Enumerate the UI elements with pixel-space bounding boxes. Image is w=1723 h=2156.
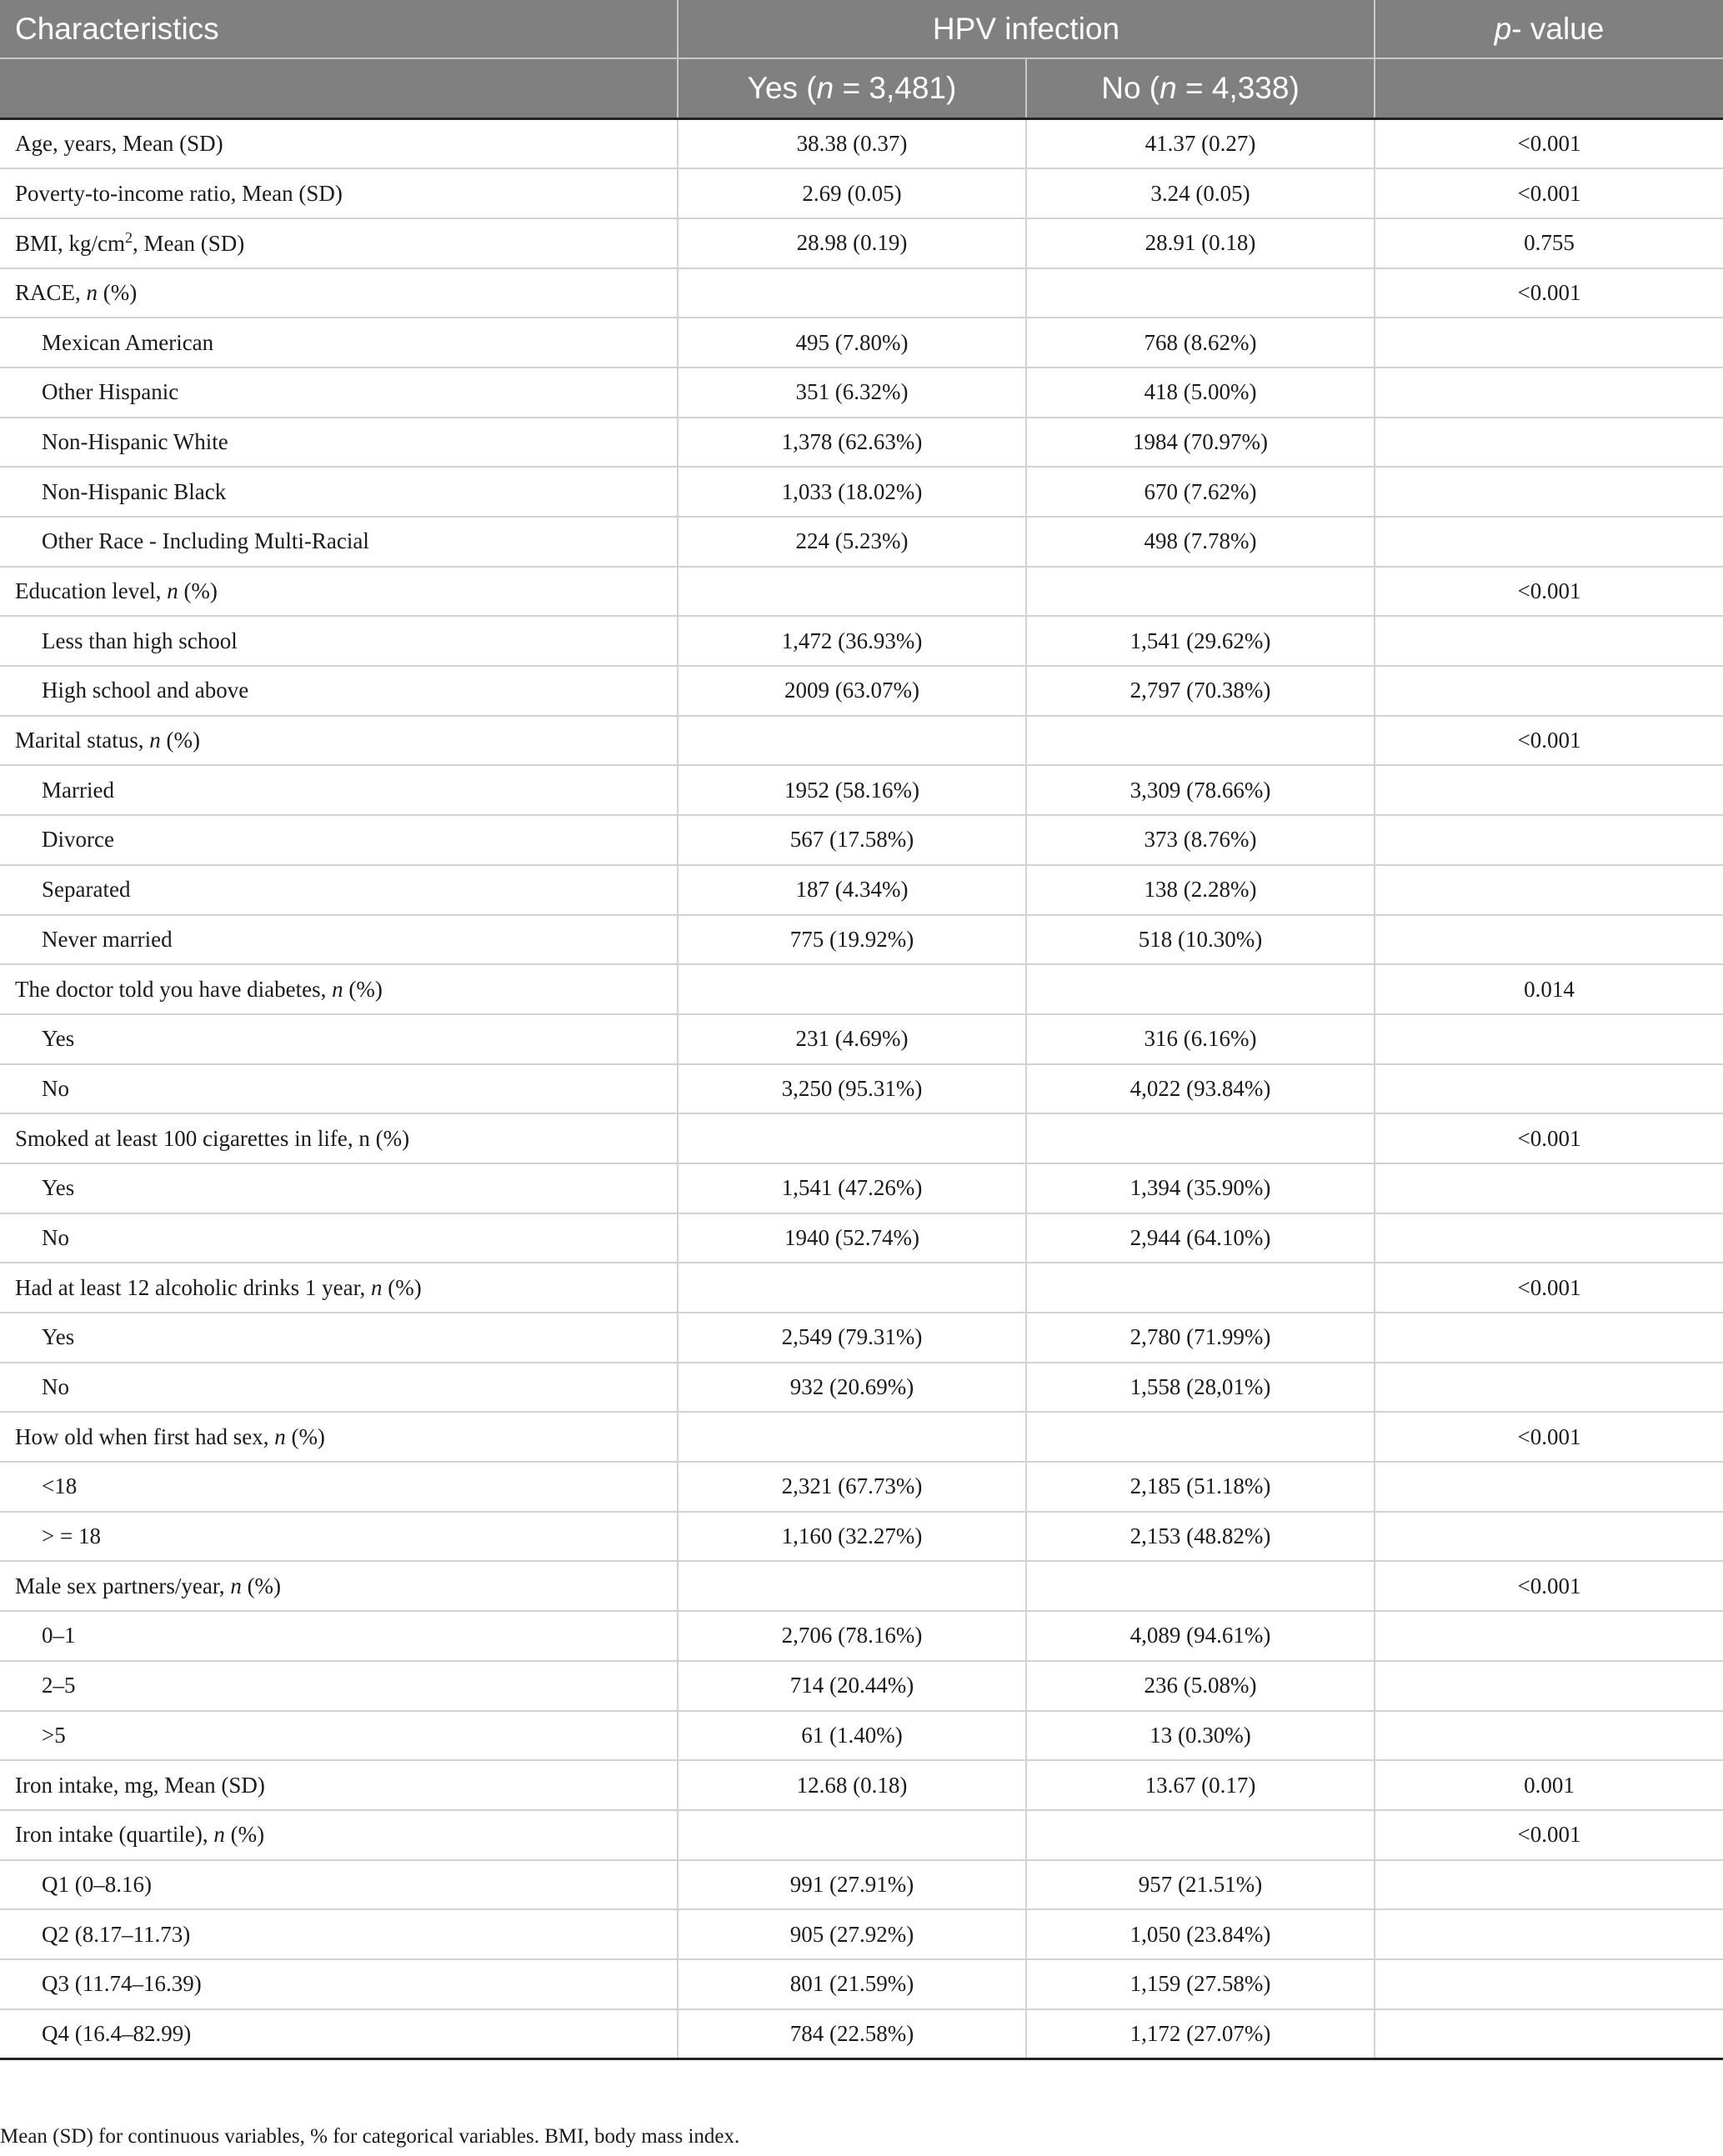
- row-label: Education level, n (%): [0, 567, 678, 617]
- cell-yes: [678, 1810, 1026, 1860]
- cell-no: 2,185 (51.18%): [1026, 1462, 1375, 1512]
- row-label: RACE, n (%): [0, 268, 678, 318]
- cell-no: 418 (5.00%): [1026, 368, 1375, 418]
- table-row: [0, 567, 1723, 617]
- row-label: No: [0, 1363, 678, 1413]
- cell-yes: 3,250 (95.31%): [678, 1064, 1026, 1114]
- row-label: Non-Hispanic White: [0, 418, 678, 468]
- cell-yes: 714 (20.44%): [678, 1661, 1026, 1711]
- cell-yes: [678, 567, 1026, 617]
- row-label: Never married: [0, 915, 678, 965]
- cell-yes: 2.69 (0.05): [678, 168, 1026, 218]
- cell-p-value: [1375, 1611, 1723, 1661]
- cell-no: 1,050 (23.84%): [1026, 1909, 1375, 1959]
- table-row: [0, 1014, 1723, 1064]
- cell-p-value: [1375, 368, 1723, 418]
- cell-no: 1,558 (28,01%): [1026, 1363, 1375, 1413]
- table-row: [0, 1959, 1723, 2009]
- row-label: Divorce: [0, 815, 678, 865]
- cell-p-value: [1375, 666, 1723, 716]
- cell-no: 1,541 (29.62%): [1026, 616, 1375, 666]
- cell-yes: 2,549 (79.31%): [678, 1313, 1026, 1363]
- table-row: [0, 268, 1723, 318]
- row-label: >5: [0, 1711, 678, 1761]
- cell-no: 1,394 (35.90%): [1026, 1163, 1375, 1213]
- row-label: BMI, $kg/cm^2$, Mean (SD): [0, 218, 678, 268]
- row-label: Age, years, Mean (SD): [0, 119, 678, 169]
- cell-yes: [678, 716, 1026, 766]
- row-label: Iron intake (quartile), n (%): [0, 1810, 678, 1860]
- row-label: Male sex partners/year, n (%): [0, 1561, 678, 1611]
- cell-p-value: [1375, 418, 1723, 468]
- cell-no: 2,780 (71.99%): [1026, 1313, 1375, 1363]
- table-row: [0, 418, 1723, 468]
- row-label: 2–5: [0, 1661, 678, 1711]
- row-label: Mexican American: [0, 318, 678, 368]
- table-row: [0, 1810, 1723, 1860]
- cell-no: 518 (10.30%): [1026, 915, 1375, 965]
- cell-yes: 2,706 (78.16%): [678, 1611, 1026, 1661]
- cell-p-value: [1375, 1860, 1723, 1910]
- cell-p-value: <0.001: [1375, 1263, 1723, 1313]
- table-header: [0, 0, 1723, 119]
- cell-p-value: [1375, 865, 1723, 915]
- cell-p-value: [1375, 1711, 1723, 1761]
- cell-no: [1026, 1263, 1375, 1313]
- table-body: [0, 119, 1723, 2059]
- table-row: [0, 1213, 1723, 1263]
- cell-p-value: [1375, 2009, 1723, 2059]
- cell-yes: 231 (4.69%): [678, 1014, 1026, 1064]
- table-row: [0, 1561, 1723, 1611]
- row-label: Q2 (8.17–11.73): [0, 1909, 678, 1959]
- cell-no: [1026, 1810, 1375, 1860]
- table-row: [0, 1313, 1723, 1363]
- table-row: [0, 815, 1723, 865]
- cell-yes: 1,160 (32.27%): [678, 1512, 1026, 1562]
- cell-no: 2,944 (64.10%): [1026, 1213, 1375, 1263]
- cell-yes: 61 (1.40%): [678, 1711, 1026, 1761]
- cell-no: [1026, 1561, 1375, 1611]
- cell-yes: [678, 268, 1026, 318]
- table-row: [0, 318, 1723, 368]
- cell-p-value: [1375, 915, 1723, 965]
- cell-p-value: [1375, 1163, 1723, 1213]
- cell-no: 2,153 (48.82%): [1026, 1512, 1375, 1562]
- table-row: [0, 218, 1723, 268]
- row-label: > = 18: [0, 1512, 678, 1562]
- row-label: Less than high school: [0, 616, 678, 666]
- cell-yes: [678, 1263, 1026, 1313]
- table-row: [0, 119, 1723, 169]
- cell-yes: 784 (22.58%): [678, 2009, 1026, 2059]
- cell-p-value: <0.001: [1375, 1561, 1723, 1611]
- row-label: Other Race - Including Multi-Racial: [0, 517, 678, 567]
- cell-p-value: <0.001: [1375, 168, 1723, 218]
- cell-yes: 12.68 (0.18): [678, 1760, 1026, 1810]
- cell-yes: 224 (5.23%): [678, 517, 1026, 567]
- row-label: <18: [0, 1462, 678, 1512]
- row-label: Separated: [0, 865, 678, 915]
- cell-p-value: [1375, 1213, 1723, 1263]
- row-label: Non-Hispanic Black: [0, 467, 678, 517]
- cell-p-value: <0.001: [1375, 1412, 1723, 1462]
- cell-yes: 932 (20.69%): [678, 1363, 1026, 1413]
- cell-no: 13 (0.30%): [1026, 1711, 1375, 1761]
- cell-no: [1026, 716, 1375, 766]
- row-label: Yes: [0, 1163, 678, 1213]
- row-label: How old when first had sex, n (%): [0, 1412, 678, 1462]
- cell-p-value: <0.001: [1375, 119, 1723, 169]
- cell-yes: 1940 (52.74%): [678, 1213, 1026, 1263]
- row-label: Iron intake, mg, Mean (SD): [0, 1760, 678, 1810]
- cell-no: 138 (2.28%): [1026, 865, 1375, 915]
- cell-no: 3,309 (78.66%): [1026, 765, 1375, 815]
- row-label: Q3 (11.74–16.39): [0, 1959, 678, 2009]
- cell-no: 28.91 (0.18): [1026, 218, 1375, 268]
- row-label: No: [0, 1213, 678, 1263]
- cell-p-value: <0.001: [1375, 268, 1723, 318]
- cell-yes: [678, 1113, 1026, 1163]
- cell-p-value: [1375, 1014, 1723, 1064]
- header-hpv-infection: HPV infection: [678, 0, 1375, 58]
- cell-p-value: <0.001: [1375, 1810, 1723, 1860]
- table-row: [0, 915, 1723, 965]
- cell-yes: 991 (27.91%): [678, 1860, 1026, 1910]
- cell-p-value: 0.014: [1375, 964, 1723, 1014]
- cell-p-value: [1375, 1313, 1723, 1363]
- cell-p-value: 0.001: [1375, 1760, 1723, 1810]
- cell-no: 1,172 (27.07%): [1026, 2009, 1375, 2059]
- table-row: [0, 716, 1723, 766]
- cell-yes: 1,378 (62.63%): [678, 418, 1026, 468]
- cell-yes: 495 (7.80%): [678, 318, 1026, 368]
- table-row: [0, 765, 1723, 815]
- cell-no: [1026, 964, 1375, 1014]
- cell-yes: 567 (17.58%): [678, 815, 1026, 865]
- table-row: [0, 1113, 1723, 1163]
- cell-p-value: [1375, 1661, 1723, 1711]
- cell-yes: 1952 (58.16%): [678, 765, 1026, 815]
- cell-p-value: [1375, 1363, 1723, 1413]
- cell-p-value: [1375, 467, 1723, 517]
- row-label: Q4 (16.4–82.99): [0, 2009, 678, 2059]
- cell-no: 373 (8.76%): [1026, 815, 1375, 865]
- cell-no: 4,089 (94.61%): [1026, 1611, 1375, 1661]
- table-row: [0, 1611, 1723, 1661]
- cell-no: 957 (21.51%): [1026, 1860, 1375, 1910]
- cell-no: [1026, 1412, 1375, 1462]
- table-row: [0, 1263, 1723, 1313]
- cell-p-value: 0.755: [1375, 218, 1723, 268]
- table-row: [0, 1512, 1723, 1562]
- header-row-2: [0, 58, 1723, 119]
- table-row: [0, 1363, 1723, 1413]
- row-label: Smoked at least 100 cigarettes in life, n (%): [0, 1113, 678, 1163]
- header-empty-right: [1375, 58, 1723, 119]
- row-label: 0–1: [0, 1611, 678, 1661]
- row-label: Poverty-to-income ratio, Mean (SD): [0, 168, 678, 218]
- cell-no: 498 (7.78%): [1026, 517, 1375, 567]
- cell-yes: 187 (4.34%): [678, 865, 1026, 915]
- cell-yes: 1,033 (18.02%): [678, 467, 1026, 517]
- row-label: High school and above: [0, 666, 678, 716]
- cell-yes: [678, 964, 1026, 1014]
- cell-yes: 801 (21.59%): [678, 1959, 1026, 2009]
- cell-yes: 905 (27.92%): [678, 1909, 1026, 1959]
- row-label: Yes: [0, 1313, 678, 1363]
- table-row: [0, 666, 1723, 716]
- cell-yes: 775 (19.92%): [678, 915, 1026, 965]
- cell-no: 4,022 (93.84%): [1026, 1064, 1375, 1114]
- table-row: [0, 964, 1723, 1014]
- table-row: [0, 616, 1723, 666]
- cell-p-value: <0.001: [1375, 567, 1723, 617]
- cell-p-value: <0.001: [1375, 716, 1723, 766]
- cell-yes: 2009 (63.07%): [678, 666, 1026, 716]
- table-row: [0, 168, 1723, 218]
- cell-no: 1984 (70.97%): [1026, 418, 1375, 468]
- header-characteristics: Characteristics: [0, 0, 678, 58]
- cell-no: 316 (6.16%): [1026, 1014, 1375, 1064]
- table-row: [0, 1860, 1723, 1910]
- cell-p-value: [1375, 1959, 1723, 2009]
- cell-yes: 28.98 (0.19): [678, 218, 1026, 268]
- cell-no: 1,159 (27.58%): [1026, 1959, 1375, 2009]
- row-label: Other Hispanic: [0, 368, 678, 418]
- cell-yes: 38.38 (0.37): [678, 119, 1026, 169]
- cell-no: 670 (7.62%): [1026, 467, 1375, 517]
- cell-no: 3.24 (0.05): [1026, 168, 1375, 218]
- row-label: Had at least 12 alcoholic drinks 1 year, n (%): [0, 1263, 678, 1313]
- row-label: The doctor told you have diabetes, n (%): [0, 964, 678, 1014]
- cell-yes: 2,321 (67.73%): [678, 1462, 1026, 1512]
- cell-p-value: <0.001: [1375, 1113, 1723, 1163]
- row-label: Marital status, n (%): [0, 716, 678, 766]
- cell-p-value: [1375, 1909, 1723, 1959]
- table-row: [0, 1661, 1723, 1711]
- cell-no: 768 (8.62%): [1026, 318, 1375, 368]
- cell-no: [1026, 268, 1375, 318]
- cell-p-value: [1375, 815, 1723, 865]
- table-row: [0, 865, 1723, 915]
- cell-yes: 1,472 (36.93%): [678, 616, 1026, 666]
- table-row: [0, 1064, 1723, 1114]
- table-row: [0, 1163, 1723, 1213]
- table-row: [0, 1909, 1723, 1959]
- row-label: Yes: [0, 1014, 678, 1064]
- cell-no: 41.37 (0.27): [1026, 119, 1375, 169]
- cell-p-value: [1375, 765, 1723, 815]
- cell-p-value: [1375, 517, 1723, 567]
- table-row: [0, 1462, 1723, 1512]
- cell-p-value: [1375, 1512, 1723, 1562]
- header-yes-group: Yes (n = 3,481): [678, 58, 1026, 119]
- header-empty-left: [0, 58, 678, 119]
- row-label: Married: [0, 765, 678, 815]
- header-p-value: p- value: [1375, 0, 1723, 58]
- table-row: [0, 467, 1723, 517]
- cell-p-value: [1375, 1064, 1723, 1114]
- table-footnote: Mean (SD) for continuous variables, % for categorical variables. BMI, body mass index.: [0, 2125, 740, 2148]
- cell-p-value: [1375, 1462, 1723, 1512]
- table-row: [0, 368, 1723, 418]
- cell-no: 13.67 (0.17): [1026, 1760, 1375, 1810]
- cell-no: 236 (5.08%): [1026, 1661, 1375, 1711]
- cell-no: 2,797 (70.38%): [1026, 666, 1375, 716]
- header-no-group: No (n = 4,338): [1026, 58, 1375, 119]
- cell-no: [1026, 567, 1375, 617]
- cell-yes: [678, 1561, 1026, 1611]
- table-row: [0, 2009, 1723, 2059]
- cell-yes: 1,541 (47.26%): [678, 1163, 1026, 1213]
- cell-yes: [678, 1412, 1026, 1462]
- table-row: [0, 1760, 1723, 1810]
- cell-yes: 351 (6.32%): [678, 368, 1026, 418]
- row-label: Q1 (0–8.16): [0, 1860, 678, 1910]
- table-row: [0, 1711, 1723, 1761]
- cell-no: [1026, 1113, 1375, 1163]
- row-label: No: [0, 1064, 678, 1114]
- table-row: [0, 517, 1723, 567]
- cell-p-value: [1375, 616, 1723, 666]
- table-row: [0, 1412, 1723, 1462]
- cell-p-value: [1375, 318, 1723, 368]
- header-row-1: [0, 0, 1723, 58]
